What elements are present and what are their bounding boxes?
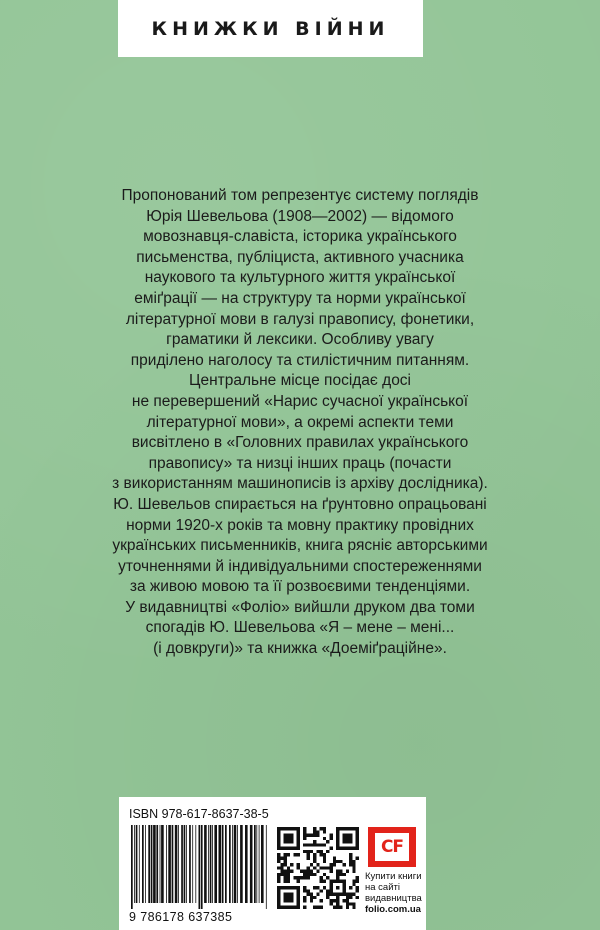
description-line: українських письменників, книга рясніє авторськими (112, 537, 488, 555)
description-line: не перевершений «Нарис сучасної української (131, 392, 469, 410)
description-line: наукового та культурного життя української (144, 269, 456, 287)
description-line: (і довкруги)» та книжка «Доеміґраційне». (153, 640, 447, 658)
description-line: приділено наголосу та стилістичним питанням. (130, 351, 470, 369)
description-line: норми 1920-х років та мовну практику провідних (126, 516, 474, 534)
description-line: за живою мовою та її розвоєвими тенденціями. (129, 578, 471, 596)
buy-line: Купити книги (365, 871, 422, 882)
buy-line: на сайті (365, 882, 400, 893)
isbn-label: ISBN 978-617-8637-38-5 (129, 807, 269, 821)
description-line: граматики й лексики. Особливу увагу (166, 331, 434, 349)
description-line: літературної мови», а окремі аспекти теми (146, 413, 454, 431)
description-line: Пропонований том репрезентує систему поглядів (121, 187, 479, 204)
series-title: КНИЖКИ ВІЙНИ (151, 17, 390, 40)
description-line: У видавництві «Фоліо» вийшли друком два томи (125, 598, 475, 616)
barcode-digits: 9 786178 637385 (129, 910, 233, 924)
description-line: правопису» та низці інших праць (почасти (148, 454, 452, 472)
description-line: висвітлено в «Головних правилах українського (131, 434, 469, 452)
barcode-icon (129, 825, 269, 909)
description-line: письменства, публіциста, активного учасника (136, 248, 464, 266)
description-line: літературної мови в галузі правопису, фонетики, (125, 310, 475, 328)
publisher-url[interactable]: folio.com.ua (365, 904, 421, 915)
description-line: спогадів Ю. Шевельова «Я – мене – мені... (145, 619, 455, 637)
publisher-logo-letters: CF (380, 837, 404, 857)
description-line: уточненнями й індивідуальними спостереженнями (118, 557, 482, 575)
qr-code-icon[interactable] (277, 827, 359, 909)
buy-line: видавництва (365, 893, 422, 904)
description-line: еміґрації — на структуру та норми української (134, 289, 466, 307)
description-line: Ю. Шевельов спирається на ґрунтовно опрацьовані (113, 495, 487, 513)
barcode-panel (119, 797, 426, 930)
book-description (40, 186, 560, 660)
description-line: мовознавця-славіста, історика українського (143, 228, 457, 246)
description-line: Юрія Шевельова (1908—2002) — відомого (146, 207, 454, 225)
publisher-logo (368, 827, 416, 867)
description-line: Центральне місце посідає досі (188, 372, 412, 390)
buy-books-note (365, 871, 423, 915)
series-banner (118, 0, 423, 57)
description-line: з використанням машинописів із архіву дослідника). (112, 475, 488, 493)
